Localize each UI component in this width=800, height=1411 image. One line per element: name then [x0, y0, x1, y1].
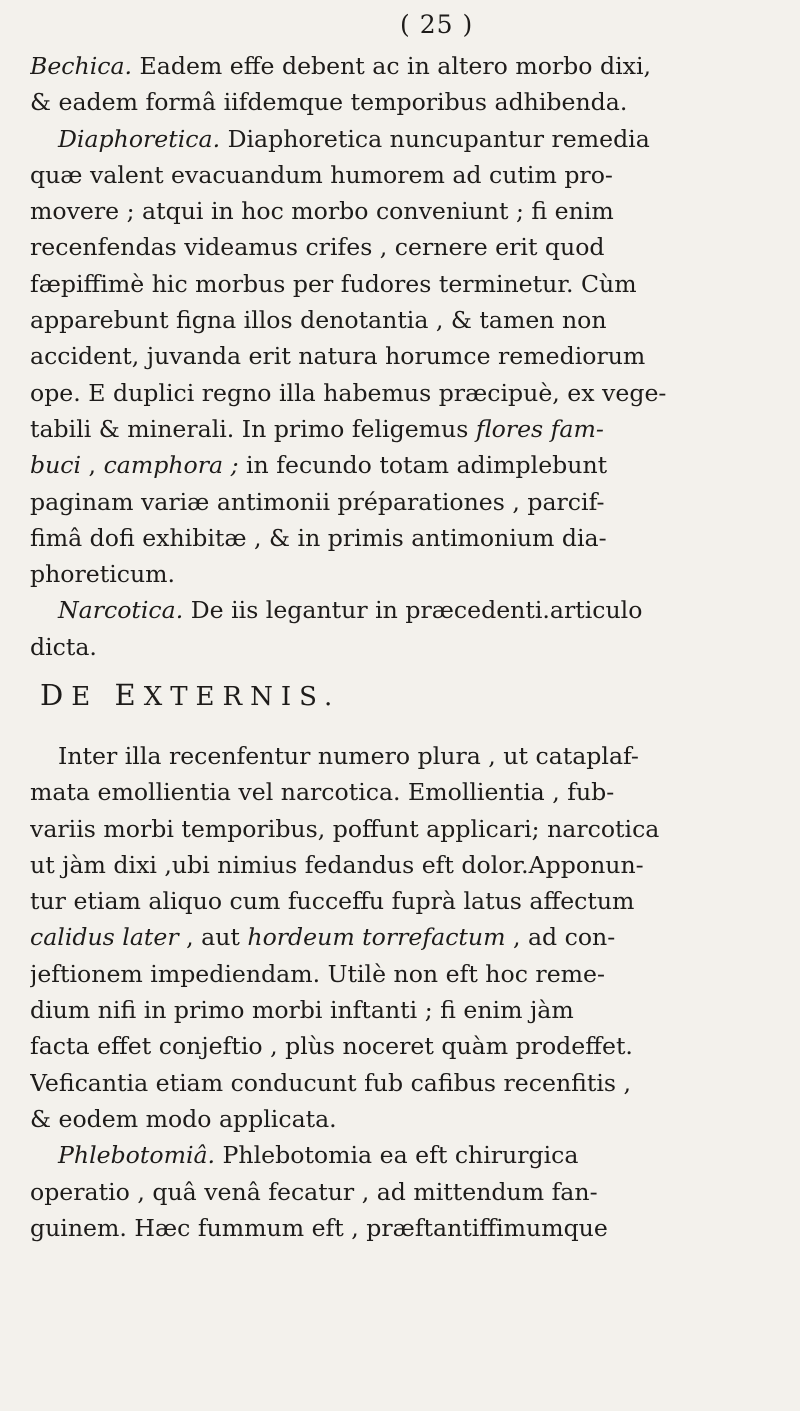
- text-line: [30, 629, 790, 665]
- text-line: [30, 302, 790, 338]
- text-segment: , aut: [178, 923, 248, 952]
- text-line: [30, 738, 790, 774]
- text-segment: guinem. Hæc fummum eft , præftantiffimumque: [30, 1213, 608, 1242]
- text-line: [30, 84, 790, 120]
- section-heading: DE EXTERNIS.: [40, 678, 341, 712]
- italic-term: calidus later: [30, 923, 179, 952]
- text-line: [30, 1065, 790, 1101]
- text-line: [30, 193, 790, 229]
- text-block-externis: [30, 738, 790, 1246]
- book-page: [30, 0, 790, 1411]
- text-line: [30, 338, 790, 374]
- text-line: [30, 1101, 790, 1137]
- text-line: [30, 956, 790, 992]
- text-line: [30, 157, 790, 193]
- italic-term: buci: [30, 451, 82, 480]
- text-line: [30, 121, 790, 157]
- text-segment: mata emollientia vel narcotica. Emollientia , fub-: [30, 778, 615, 807]
- text-segment: ut jàm dixi ,ubi nimius fedandus eft dolor.Apponun-: [30, 850, 644, 879]
- text-segment: fimâ dofi exhibitæ , & in primis antimonium dia-: [30, 523, 607, 552]
- text-line: [30, 919, 790, 955]
- text-segment: tur etiam aliquo cum fucceffu fuprà latus affectum: [30, 887, 635, 916]
- text-segment: accident, juvanda erit natura horumce remediorum: [30, 342, 646, 371]
- text-line: [30, 883, 790, 919]
- text-segment: Veficantia etiam conducunt fub cafibus recenfitis ,: [30, 1068, 632, 1097]
- text-segment: fæpiffimè hic morbus per fudores terminetur. Cùm: [30, 269, 637, 298]
- text-line: [30, 847, 790, 883]
- text-line: [30, 1210, 790, 1246]
- text-line: [30, 520, 790, 556]
- text-segment: operatio , quâ venâ fecatur , ad mittendum fan-: [30, 1177, 598, 1206]
- text-segment: paginam variæ antimonii préparationes , parcif-: [30, 487, 605, 516]
- text-segment: variis morbi temporibus, poffunt applicari; narcotica: [30, 814, 660, 843]
- italic-term: Phlebotomiâ.: [58, 1141, 216, 1170]
- text-line: [30, 266, 790, 302]
- text-line: [30, 592, 790, 628]
- text-segment: dium nifi in primo morbi inftanti ; fi enim jàm: [30, 996, 574, 1025]
- text-line: [30, 375, 790, 411]
- text-line: [30, 229, 790, 265]
- text-segment: Eadem effe debent ac in altero morbo dixi,: [132, 52, 651, 80]
- text-line: [30, 1028, 790, 1064]
- italic-term: flores fam-: [475, 414, 604, 443]
- text-segment: Diaphoretica nuncupantur remedia: [220, 124, 650, 153]
- italic-term: Narcotica.: [58, 596, 184, 625]
- text-block-bechica-narcotica: [30, 48, 790, 665]
- text-segment: jeftionem impediendam. Utilè non eft hoc reme-: [30, 959, 605, 988]
- text-segment: ope. E duplici regno illa habemus præcipuè, ex vege-: [30, 378, 667, 407]
- text-line: [30, 1174, 790, 1210]
- text-segment: Inter illa recenfentur numero plura , ut cataplaf-: [58, 742, 639, 770]
- text-line: [30, 811, 790, 847]
- text-line: [30, 774, 790, 810]
- text-segment: ,: [81, 451, 104, 480]
- text-segment: , ad con-: [505, 923, 616, 952]
- text-line: [30, 1137, 790, 1173]
- text-segment: facta effet conjeftio , plùs noceret quàm prodeffet.: [30, 1032, 633, 1061]
- italic-term: Diaphoretica.: [58, 124, 221, 153]
- text-line: [30, 411, 790, 447]
- text-segment: De iis legantur in præcedenti.articulo: [183, 596, 643, 625]
- italic-term: Bechica.: [30, 52, 133, 80]
- text-segment: quæ valent evacuandum humorem ad cutim pro-: [30, 160, 613, 189]
- text-segment: recenfendas videamus crifes , cernere erit quod: [30, 233, 605, 262]
- text-segment: & eodem modo applicata.: [30, 1104, 337, 1133]
- italic-term: hordeum torrefactum: [247, 923, 506, 952]
- text-segment: Phlebotomia ea eft chirurgica: [215, 1141, 579, 1170]
- text-line: [30, 992, 790, 1028]
- text-segment: movere ; atqui in hoc morbo conveniunt ; fi enim: [30, 197, 614, 226]
- text-segment: dicta.: [30, 632, 97, 661]
- text-line: [30, 556, 790, 592]
- page-number: ( 25 ): [400, 10, 474, 39]
- text-line: [30, 484, 790, 520]
- text-segment: & eadem formâ iifdemque temporibus adhibenda.: [30, 88, 628, 117]
- text-segment: apparebunt figna illos denotantia , & tamen non: [30, 306, 607, 335]
- text-segment: tabili & minerali. In primo feligemus: [30, 414, 476, 443]
- text-line: [30, 447, 790, 483]
- text-segment: in fecundo totam adimplebunt: [238, 451, 608, 480]
- text-segment: phoreticum.: [30, 560, 176, 589]
- text-line: [30, 48, 790, 84]
- italic-term: camphora ;: [103, 451, 239, 480]
